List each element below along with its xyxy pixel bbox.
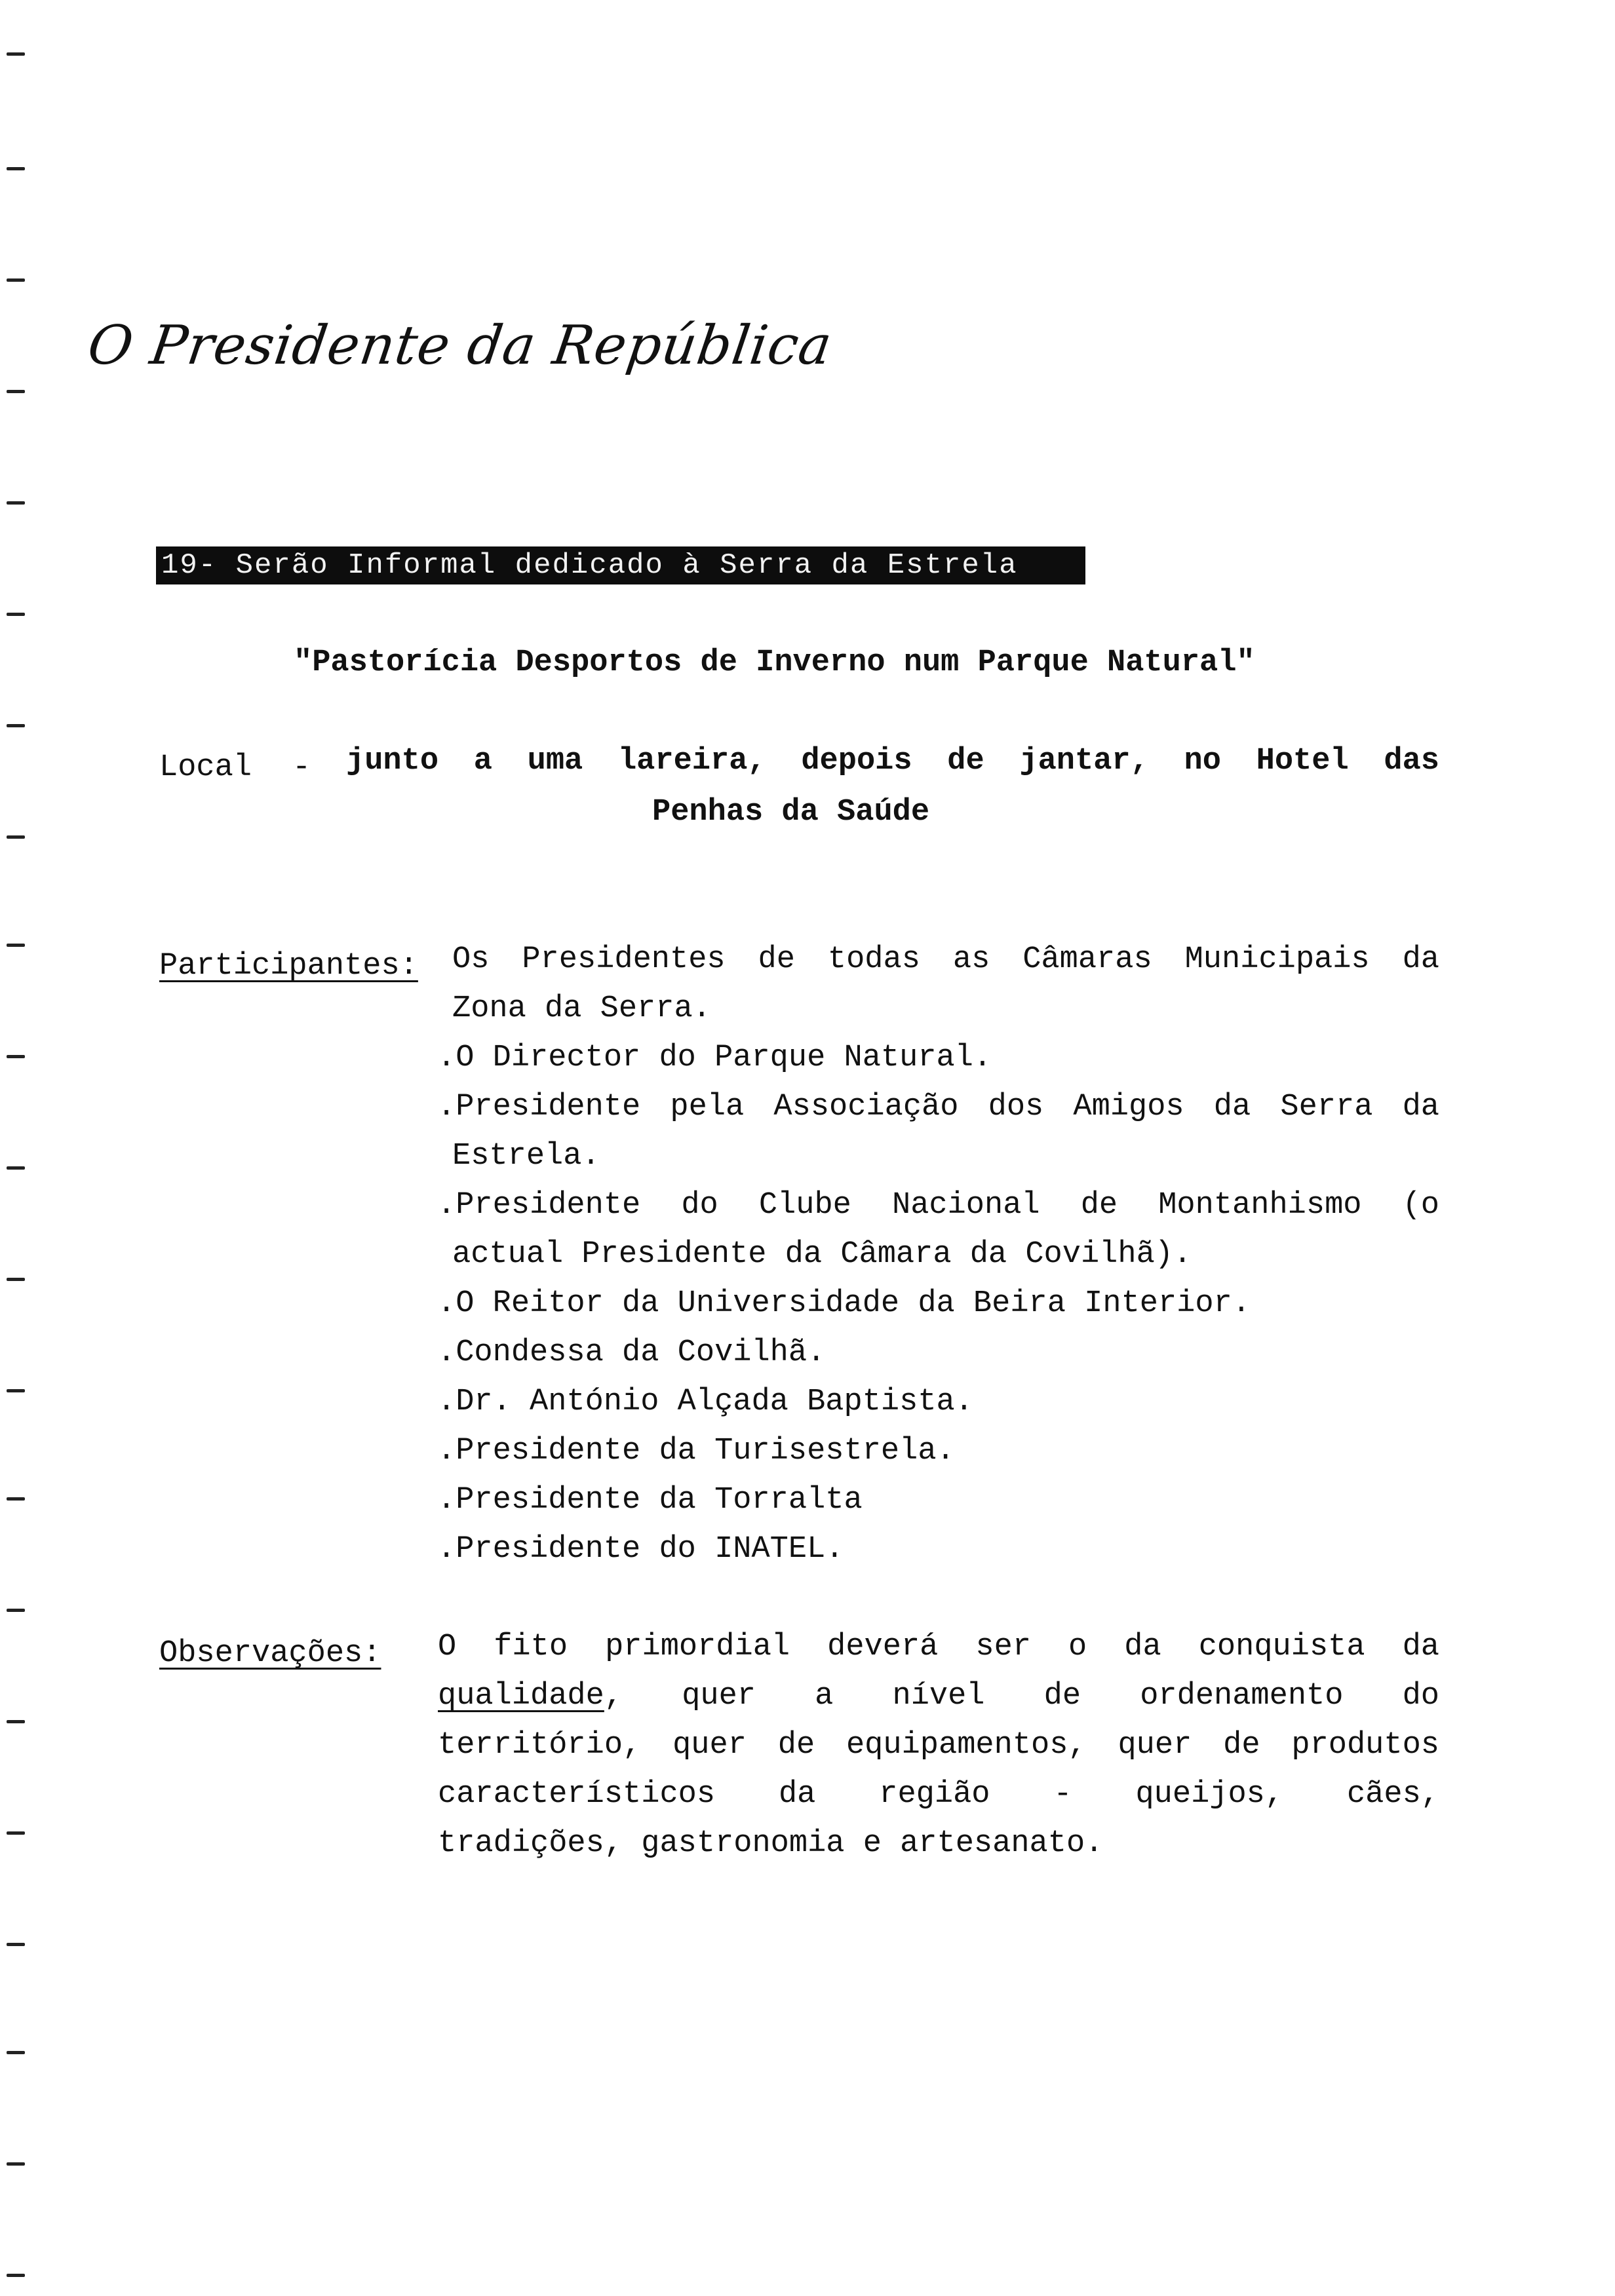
- qualidade-word: qualidade: [438, 1679, 604, 1713]
- participantes-line: Estrela.: [452, 1139, 600, 1174]
- participantes-label: Participantes:: [159, 949, 418, 984]
- binder-mark: [7, 52, 25, 56]
- local-label: Local: [159, 750, 252, 785]
- observacoes-line-3: território, quer de equipamentos, quer de produtos: [438, 1728, 1439, 1763]
- participantes-line: .Presidente do INATEL.: [437, 1532, 844, 1567]
- observacoes-line-5: tradições, gastronomia e artesanato.: [438, 1826, 1104, 1861]
- participantes-line: actual Presidente da Câmara da Covilhã).: [452, 1237, 1192, 1272]
- observacoes-line-4: característicos da região - queijos, cães,: [438, 1777, 1439, 1812]
- binder-mark: [7, 1831, 25, 1835]
- local-dash: -: [292, 750, 311, 785]
- participantes-line: .Dr. António Alçada Baptista.: [437, 1385, 973, 1419]
- observacoes-line-2-rest: , quer a nível de ordenamento do: [604, 1679, 1439, 1713]
- participantes-line: .Presidente pela Associação dos Amigos da Serra da: [437, 1090, 1439, 1124]
- binder-mark: [7, 835, 25, 839]
- participantes-line: .Condessa da Covilhã.: [437, 1335, 826, 1370]
- binder-mark: [7, 501, 25, 505]
- local-line-2: Penhas da Saúde: [652, 795, 930, 830]
- binder-mark: [7, 613, 25, 616]
- binder-mark: [7, 1497, 25, 1501]
- binder-mark: [7, 2274, 25, 2277]
- participantes-line: .Presidente da Torralta: [437, 1483, 863, 1518]
- participantes-line: Os Presidentes de todas as Câmaras Municipais da: [452, 942, 1439, 977]
- binder-mark: [7, 1389, 25, 1392]
- binder-mark: [7, 1720, 25, 1723]
- binder-mark: [7, 1278, 25, 1281]
- binder-mark: [7, 390, 25, 393]
- binder-mark: [7, 1609, 25, 1612]
- participantes-line: .Presidente da Turisestrela.: [437, 1434, 955, 1468]
- observacoes-label: Observações:: [159, 1636, 381, 1671]
- binder-mark: [7, 2051, 25, 2054]
- local-line-1: junto a uma lareira, depois de jantar, no Hotel das: [346, 744, 1439, 778]
- participantes-line: .O Reitor da Universidade da Beira Interior.: [437, 1286, 1251, 1321]
- participantes-line: Zona da Serra.: [452, 991, 711, 1026]
- binder-mark: [7, 1943, 25, 1946]
- observacoes-line-1: O fito primordial deverá ser o da conquista da: [438, 1630, 1439, 1664]
- subtitle: "Pastorícia Desportos de Inverno num Parque Natural": [294, 645, 1255, 680]
- participantes-line: .O Director do Parque Natural.: [437, 1041, 992, 1075]
- binder-mark: [7, 1166, 25, 1170]
- binder-mark: [7, 278, 25, 282]
- section-title-banner: 19- Serão Informal dedicado à Serra da Estrela: [156, 546, 1085, 584]
- binder-mark: [7, 2162, 25, 2166]
- observacoes-line-2: [438, 1679, 1439, 1713]
- letterhead: O Presidente da República: [84, 315, 836, 377]
- binder-mark: [7, 724, 25, 727]
- binder-mark: [7, 1055, 25, 1058]
- binder-mark: [7, 944, 25, 947]
- binder-mark: [7, 167, 25, 170]
- participantes-line: .Presidente do Clube Nacional de Montanhismo (o: [437, 1188, 1439, 1223]
